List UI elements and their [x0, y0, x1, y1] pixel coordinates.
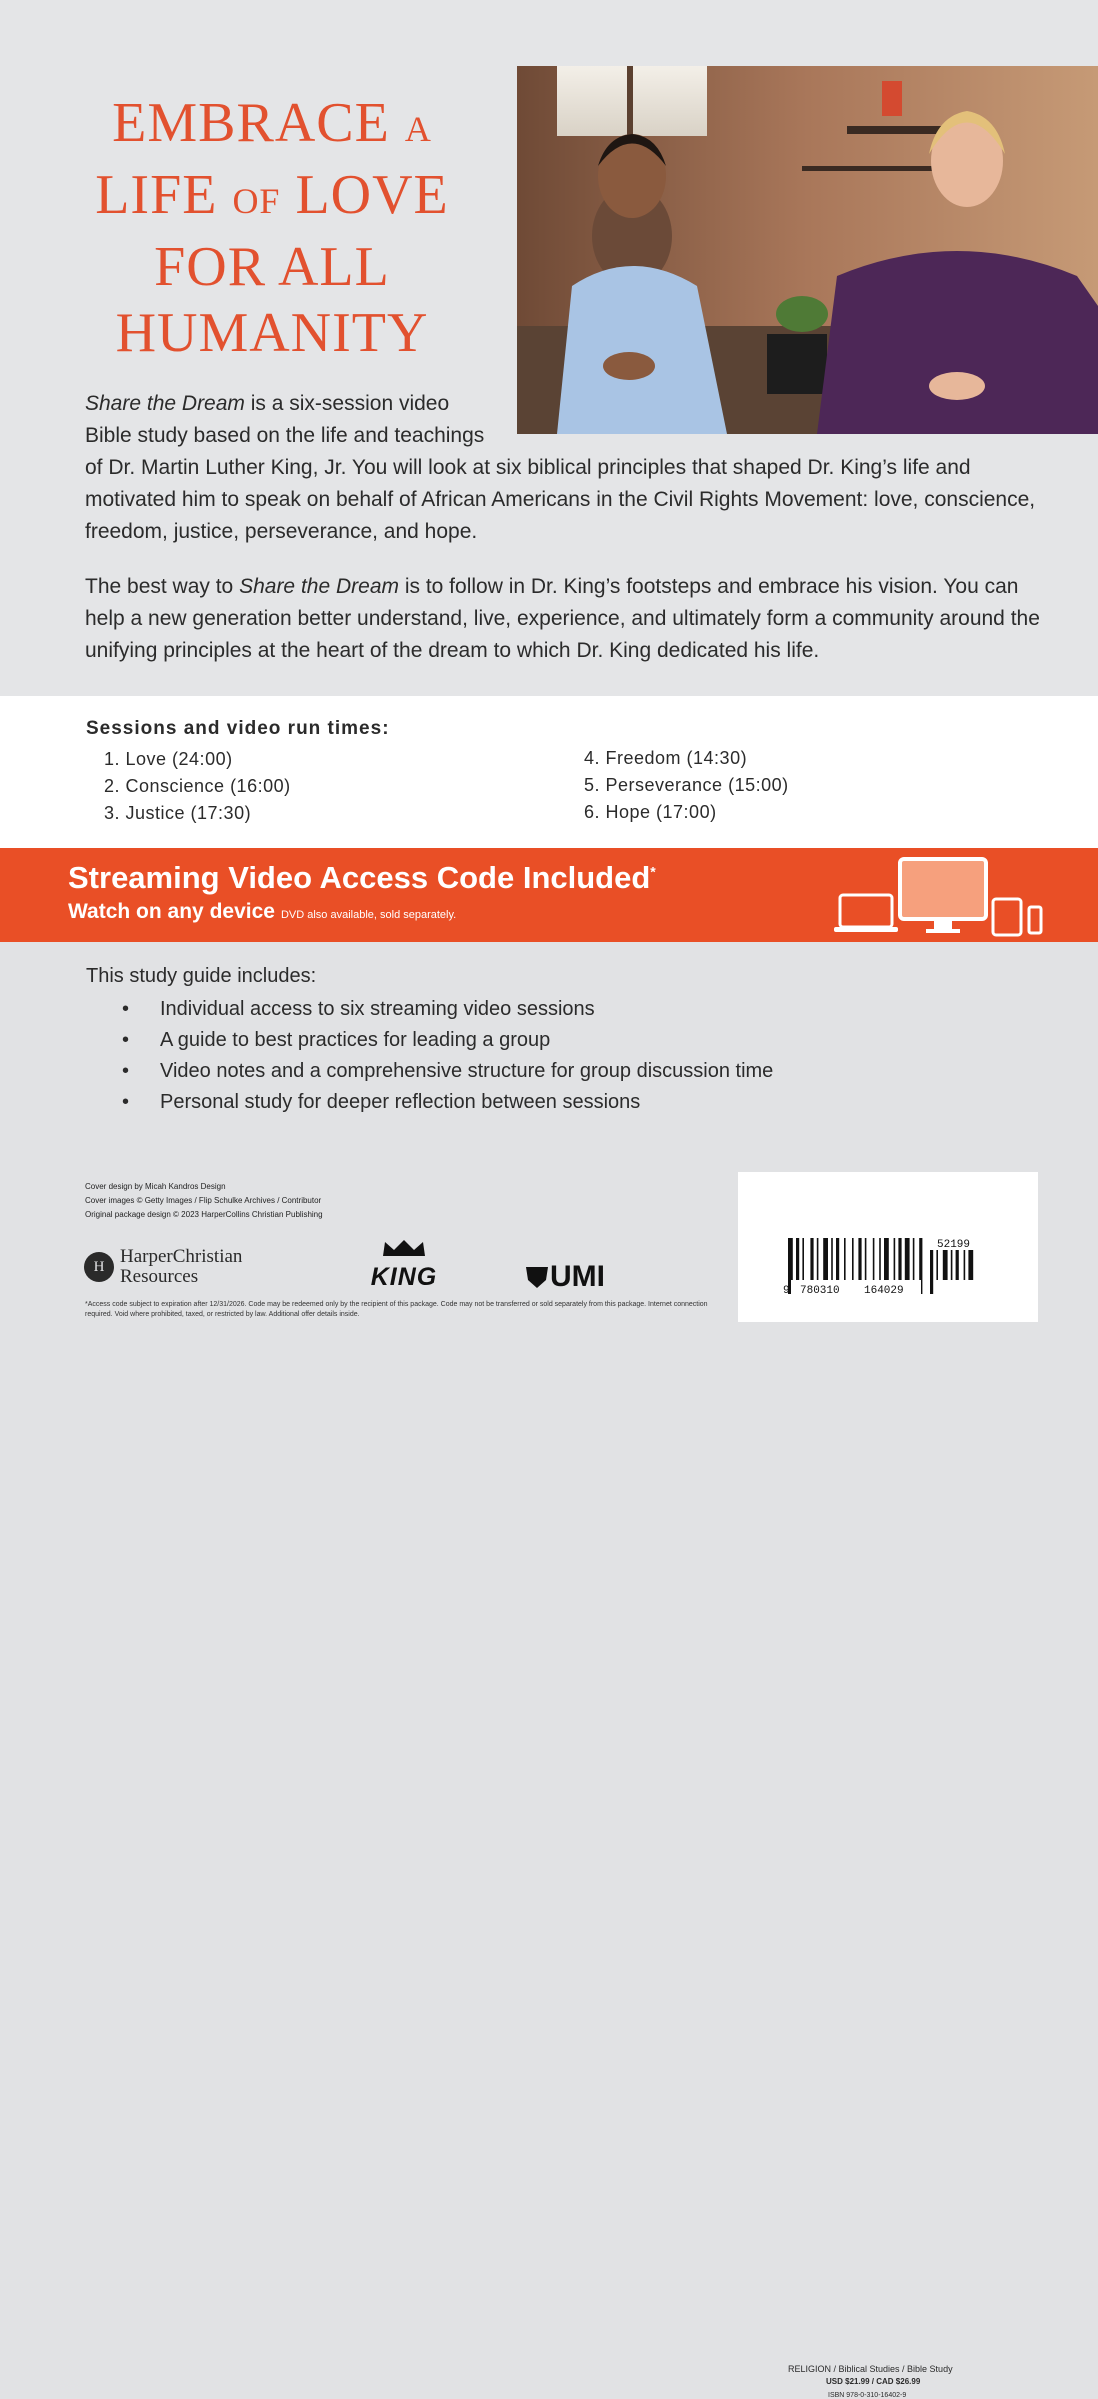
sessions-title: Sessions and video run times: [86, 718, 390, 739]
streaming-subtitle: Watch on any device DVD also available, sold separately. [68, 900, 457, 923]
devices-icon [834, 855, 1049, 942]
session-item: 6. Hope (17:00) [584, 802, 717, 822]
hcr-mark-icon: H [84, 1252, 114, 1282]
session-item: 4. Freedom (14:30) [584, 748, 748, 768]
harperchristian-logo: H HarperChristian Resources [84, 1247, 242, 1287]
crown-icon [381, 1238, 427, 1258]
intro-paragraph-1: Share the Dream is a six-session video Bible study based on the life and teachings [85, 392, 485, 447]
session-item: 3. Justice (17:30) [104, 803, 252, 823]
includes-list [122, 994, 773, 1118]
headline: EMBRACE A LIFE OF LOVE FOR ALL HUMANITY [95, 92, 449, 364]
umi-logo: UMI [524, 1260, 605, 1294]
barcode-price: USD $21.99 / CAD $26.99 [826, 2377, 921, 2386]
session-item: 5. Perseverance (15:00) [584, 775, 789, 795]
barcode-isbn: ISBN 978-0-310-16402-9 [828, 2392, 907, 2399]
session-item: 2. Conscience (16:00) [104, 776, 291, 796]
session-item: 1. Love (24:00) [104, 749, 233, 769]
barcode-addon-bar [930, 1250, 933, 1294]
svg-text:780310: 780310 [800, 1285, 840, 1297]
sessions-list-right [584, 745, 789, 826]
includes-title: This study guide includes: [86, 965, 317, 987]
list-item: • Personal study for deeper reflection between sessions [122, 1087, 773, 1118]
list-item: • Individual access to six streaming video sessions [122, 994, 773, 1025]
barcode-graphic [738, 1172, 1038, 1322]
list-item: • Video notes and a comprehensive structure for group discussion time [122, 1056, 773, 1087]
intro-paragraph-1-continued: of Dr. Martin Luther King, Jr. You will look at six biblical principles that shaped Dr. King’s life and motivated him to speak on behalf of African Americans in the Civil Rights Movement: love, conscience, freedom, justice, perseverance, and hope. [85, 456, 1036, 543]
credits: Cover design by Micah Kandros Design Cover images © Getty Images / Flip Schulke Archives / Contributor Original package design © 2023 HarperCollins Christian Publishing [85, 1182, 323, 1219]
svg-text:52199: 52199 [937, 1239, 971, 1251]
list-item: • A guide to best practices for leading a group [122, 1025, 773, 1056]
intro-paragraph-2: The best way to Share the Dream is to follow in Dr. King’s footsteps and embrace his vision. You can help a new generation better understand, live, experience, and ultimately form a community around the unifying principles at the heart of the dream to which Dr. King dedicated his life. [85, 575, 1040, 662]
barcode-box [738, 1172, 1038, 2399]
streaming-title: Streaming Video Access Code Included* [68, 860, 656, 895]
svg-text:9: 9 [783, 1285, 790, 1297]
king-logo: KING [358, 1238, 450, 1292]
umi-shield-icon [524, 1264, 550, 1290]
hosts-photo [517, 66, 1098, 434]
sessions-list-left [104, 746, 291, 827]
barcode-category: RELIGION / Biblical Studies / Bible Study [788, 2364, 953, 2374]
footnote: *Access code subject to expiration after 12/31/2026. Code may be redeemed only by the recipient of this package. Code may not be transferred or sold separately from this package. Internet connection required. Void where prohibited, taxed, or restricted by law. Additional offer details inside. [85, 1301, 708, 1318]
svg-text:164029: 164029 [864, 1285, 904, 1297]
